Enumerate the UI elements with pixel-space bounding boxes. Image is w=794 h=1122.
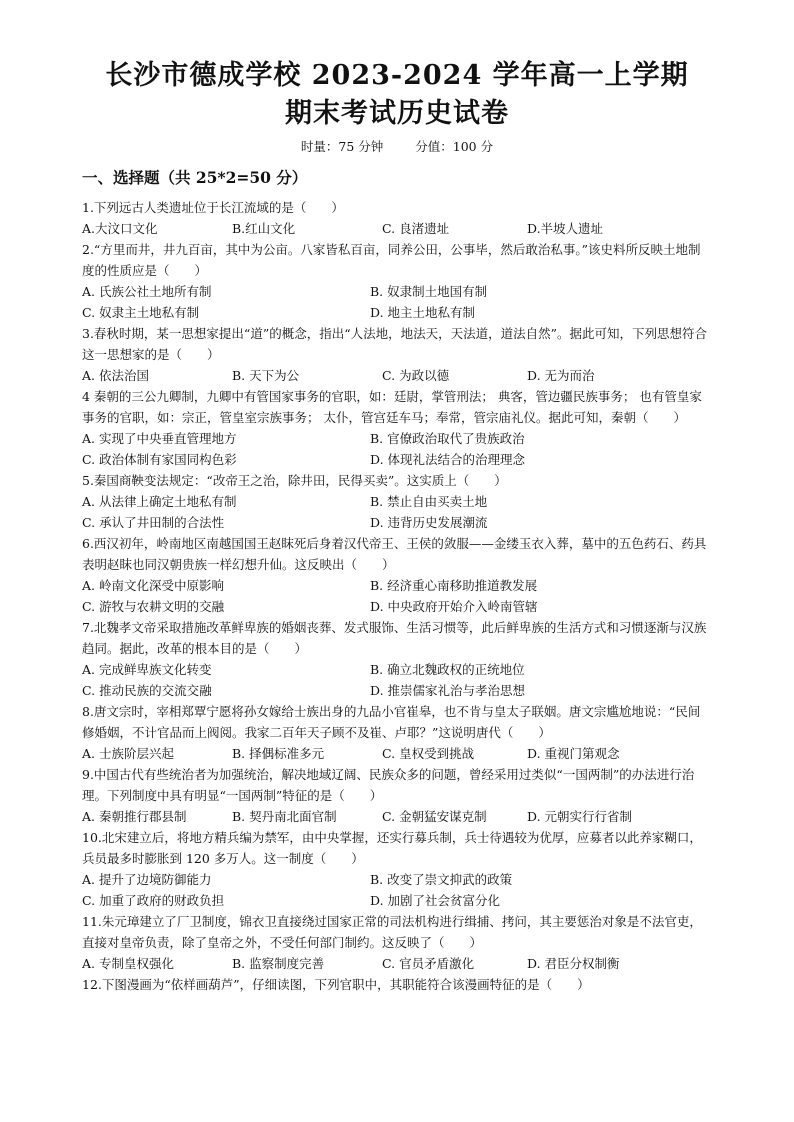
option-a: A. 实现了中央垂直管理地方 xyxy=(82,431,237,446)
option-a: A. 秦朝推行郡县制 xyxy=(82,809,187,824)
question-item xyxy=(82,386,712,470)
option-b: B. 择偶标准多元 xyxy=(232,746,325,761)
question-text: 9.中国古代有些统治者为加强统治，解决地域辽阔、民族众多的问题，曾经采用过类似“一国两制”的办法进行治理。下列制度中具有明显“一国两制”特征的是（ ） xyxy=(82,767,695,803)
question-item xyxy=(82,239,712,323)
question-options xyxy=(82,659,712,701)
option-a: A. 岭南文化深受中原影响 xyxy=(82,578,224,593)
question-text: 5.秦国商鞅变法规定：“改帝王之治，除井田，民得买卖”。这实质上（ ） xyxy=(82,473,507,488)
question-item xyxy=(82,827,712,911)
question-options xyxy=(82,953,712,974)
question-text: 2.“方里而井，井九百亩，其中为公亩。八家皆私百亩，同养公田，公事毕，然后敢治私事。”该史料所反映土地制度的性质应是（ ） xyxy=(82,242,701,278)
exam-meta xyxy=(82,135,712,159)
option-d: D.半坡人遗址 xyxy=(527,221,604,236)
option-a: A. 依法治国 xyxy=(82,368,149,383)
option-b: B. 天下为公 xyxy=(232,368,300,383)
question-options xyxy=(82,428,712,470)
question-text: 1.下列远古人类遗址位于长江流域的是（ ） xyxy=(82,200,344,215)
question-item xyxy=(82,197,712,239)
question-text: 10.北宋建立后，将地方精兵编为禁军，由中央掌握，还实行募兵制，兵士待遇较为优厚，应募者以此养家糊口，兵员最多时膨胀到 120 多万人。这一制度（ ） xyxy=(82,830,702,866)
option-c: C. 政治体制有家国同构色彩 xyxy=(82,452,237,467)
option-b: B. 改变了崇文抑武的政策 xyxy=(370,872,513,887)
option-d: D. 元朝实行行省制 xyxy=(527,809,633,824)
option-d: D. 地主土地私有制 xyxy=(370,305,476,320)
question-text: 12.下图漫画为“依样画葫芦”，仔细读图，下列官职中，其职能符合该漫画特征的是（ ） xyxy=(82,977,590,992)
exam-title-line1: 长沙市德成学校 2023-2024 学年高一上学期 xyxy=(105,60,689,91)
question-text: 8.唐文宗时，宰相郑覃宁愿将孙女嫁给士族出身的九品小官崔皋，也不肯与皇太子联姻。唐文宗尴尬地说：“民间修婚姻，不计官品而上阀阅。我家二百年天子顾不及崔、卢耶？”这说明唐代（ ） xyxy=(82,704,701,740)
option-b: B. 监察制度完善 xyxy=(232,956,325,971)
question-text: 11.朱元璋建立了厂卫制度，锦衣卫直接绕过国家正常的司法机构进行缉捕、拷问，其主要惩治对象是不法官吏，直接对皇帝负责，除了皇帝之外，不受任何部门制约。这反映了（ ） xyxy=(82,914,702,950)
option-b: B. 确立北魏政权的正统地位 xyxy=(370,662,525,677)
option-c: C. 官员矛盾激化 xyxy=(382,956,475,971)
question-options xyxy=(82,575,712,617)
question-options xyxy=(82,743,712,764)
option-a: A.大汶口文化 xyxy=(82,221,158,236)
section-title: 一、选择题（共 25*2=50 分） xyxy=(82,168,308,187)
option-d: D. 体现礼法结合的治理理念 xyxy=(370,452,526,467)
question-item xyxy=(82,701,712,764)
question-item xyxy=(82,911,712,974)
option-c: C. 为政以德 xyxy=(382,368,450,383)
exam-score: 分值：100 分 xyxy=(415,139,494,154)
option-d: D. 中央政府开始介入岭南管辖 xyxy=(370,599,538,614)
option-d: D. 加剧了社会贫富分化 xyxy=(370,893,501,908)
option-c: C. 承认了井田制的合法性 xyxy=(82,515,225,530)
option-d: D. 违背历史发展潮流 xyxy=(370,515,488,530)
option-c: C. 良渚遗址 xyxy=(382,221,450,236)
option-b: B. 禁止自由买卖土地 xyxy=(370,494,488,509)
exam-time: 时量：75 分钟 xyxy=(300,139,384,154)
option-c: C. 金朝猛安谋克制 xyxy=(382,809,487,824)
option-c: C. 皇权受到挑战 xyxy=(382,746,475,761)
question-list xyxy=(82,197,712,995)
question-text: 3.春秋时期，某一思想家提出“道”的概念，指出“人法地，地法天，天法道，道法自然”。据此可知，下列思想符合这一思想家的是（ ） xyxy=(82,326,707,362)
question-options xyxy=(82,491,712,533)
question-options xyxy=(82,365,712,386)
option-b: B.红山文化 xyxy=(232,221,296,236)
question-options xyxy=(82,281,712,323)
option-b: B. 官僚政治取代了贵族政治 xyxy=(370,431,525,446)
option-b: B. 经济重心南移助推道教发展 xyxy=(370,578,538,593)
question-item xyxy=(82,533,712,617)
option-d: D. 无为而治 xyxy=(527,368,595,383)
question-item xyxy=(82,323,712,386)
question-item xyxy=(82,617,712,701)
option-a: A. 专制皇权强化 xyxy=(82,956,174,971)
option-c: C. 加重了政府的财政负担 xyxy=(82,893,225,908)
question-text: 4 秦朝的三公九卿制，九卿中有管国家事务的官职，如：廷尉，掌管刑法； 典客，管边疆民族事务； 也有管皇家事务的官职，如：宗正，管皇室宗族事务； 太仆，管宫廷车马；奉常，管宗庙礼仪。据此可知，秦朝（ ） xyxy=(82,389,702,425)
option-b: B. 契丹南北面官制 xyxy=(232,809,337,824)
option-d: D. 君臣分权制衡 xyxy=(527,956,620,971)
option-b: B. 奴隶制土地国有制 xyxy=(370,284,488,299)
option-c: C. 奴隶主土地私有制 xyxy=(82,305,200,320)
option-a: A. 完成鲜卑族文化转变 xyxy=(82,662,212,677)
option-a: A. 士族阶层兴起 xyxy=(82,746,174,761)
question-text: 7.北魏孝文帝采取措施改革鲜卑族的婚姻丧葬、发式服饰、生活习惯等，此后鲜卑族的生活方式和习惯逐渐与汉族趋同。据此，改革的根本目的是（ ） xyxy=(82,620,707,656)
question-options xyxy=(82,869,712,911)
question-item xyxy=(82,974,712,995)
question-options xyxy=(82,806,712,827)
option-d: D. 推崇儒家礼治与孝治思想 xyxy=(370,683,526,698)
question-item xyxy=(82,470,712,533)
option-d: D. 重视门第观念 xyxy=(527,746,620,761)
option-a: A. 从法律上确定土地私有制 xyxy=(82,494,237,509)
question-text: 6.西汉初年，岭南地区南越国国王赵眜死后身着汉代帝王、王侯的敛服——金缕玉衣入葬，墓中的五色药石、药具表明赵眜也同汉朝贵族一样幻想升仙。这反映出（ ） xyxy=(82,536,707,572)
question-options xyxy=(82,218,712,239)
question-item xyxy=(82,764,712,827)
option-c: C. 推动民族的交流交融 xyxy=(82,683,212,698)
option-c: C. 游牧与农耕文明的交融 xyxy=(82,599,225,614)
option-a: A. 提升了边境防御能力 xyxy=(82,872,212,887)
exam-title-line2: 期末考试历史试卷 xyxy=(285,98,509,129)
option-a: A. 氏族公社土地所有制 xyxy=(82,284,212,299)
